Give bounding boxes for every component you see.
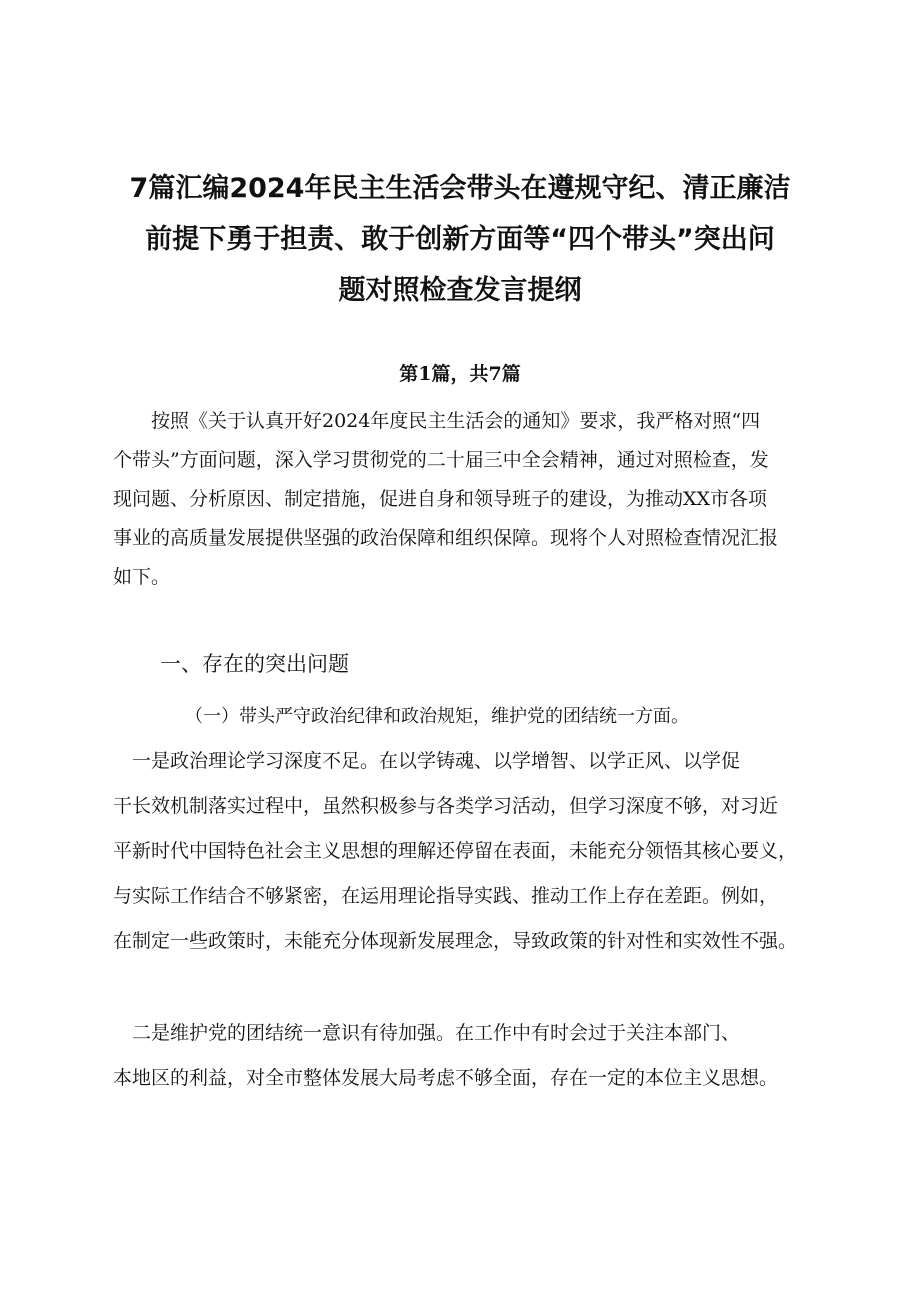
- title-line: 7篇汇编2024年民主生活会带头在遵规守纪、清正廉洁: [129, 173, 791, 204]
- paragraph-line: 如下。: [113, 566, 171, 588]
- paragraph-line: 平新时代中国特色社会主义思想的理解还停留在表面，未能充分领悟其核心要义，: [113, 840, 798, 862]
- problem-paragraph-2: [113, 1014, 813, 1097]
- paragraph-line: 干长效机制落实过程中，虽然积极参与各类学习活动，但学习深度不够，对习近: [113, 795, 779, 817]
- paragraph-line: 在制定一些政策时，未能充分体现新发展理念，导致政策的针对性和实效性不强。: [113, 930, 798, 952]
- document-title: [110, 163, 810, 316]
- problem-paragraph-1: [113, 742, 813, 960]
- part-indicator: 第1篇，共7篇: [399, 363, 521, 385]
- paragraph-line: 本地区的利益，对全市整体发展大局考虑不够全面，存在一定的本位主义思想。: [113, 1067, 779, 1089]
- title-line: 前提下勇于担责、敢于创新方面等“四个带头”突出问: [145, 224, 775, 255]
- paragraph-line: 现问题、分析原因、制定措施，促进自身和领导班子的建设，为推动XX市各项: [113, 488, 768, 510]
- sub-heading: （一）带头严守政治纪律和政治规矩，维护党的团结统一方面。: [185, 706, 689, 727]
- intro-paragraph: [113, 402, 813, 596]
- title-line: 题对照检查发言提纲: [338, 275, 582, 306]
- paragraph-line: 按照《关于认真开好2024年度民主生活会的通知》要求，我严格对照“四: [113, 410, 761, 432]
- paragraph-line: 二是维护党的团结统一意识有待加强。在工作中有时会过于关注本部门、: [113, 1022, 741, 1044]
- paragraph-line: 事业的高质量发展提供坚强的政治保障和组织保障。现将个人对照检查情况汇报: [113, 527, 779, 549]
- section-heading: 一、存在的突出问题: [160, 652, 349, 676]
- paragraph-line: 个带头”方面问题，深入学习贯彻党的二十届三中全会精神，通过对照检查，发: [113, 449, 769, 471]
- paragraph-line: 与实际工作结合不够紧密，在运用理论指导实践、推动工作上存在差距。例如，: [113, 885, 779, 907]
- paragraph-line: 一是政治理论学习深度不足。在以学铸魂、以学增智、以学正风、以学促: [113, 750, 741, 772]
